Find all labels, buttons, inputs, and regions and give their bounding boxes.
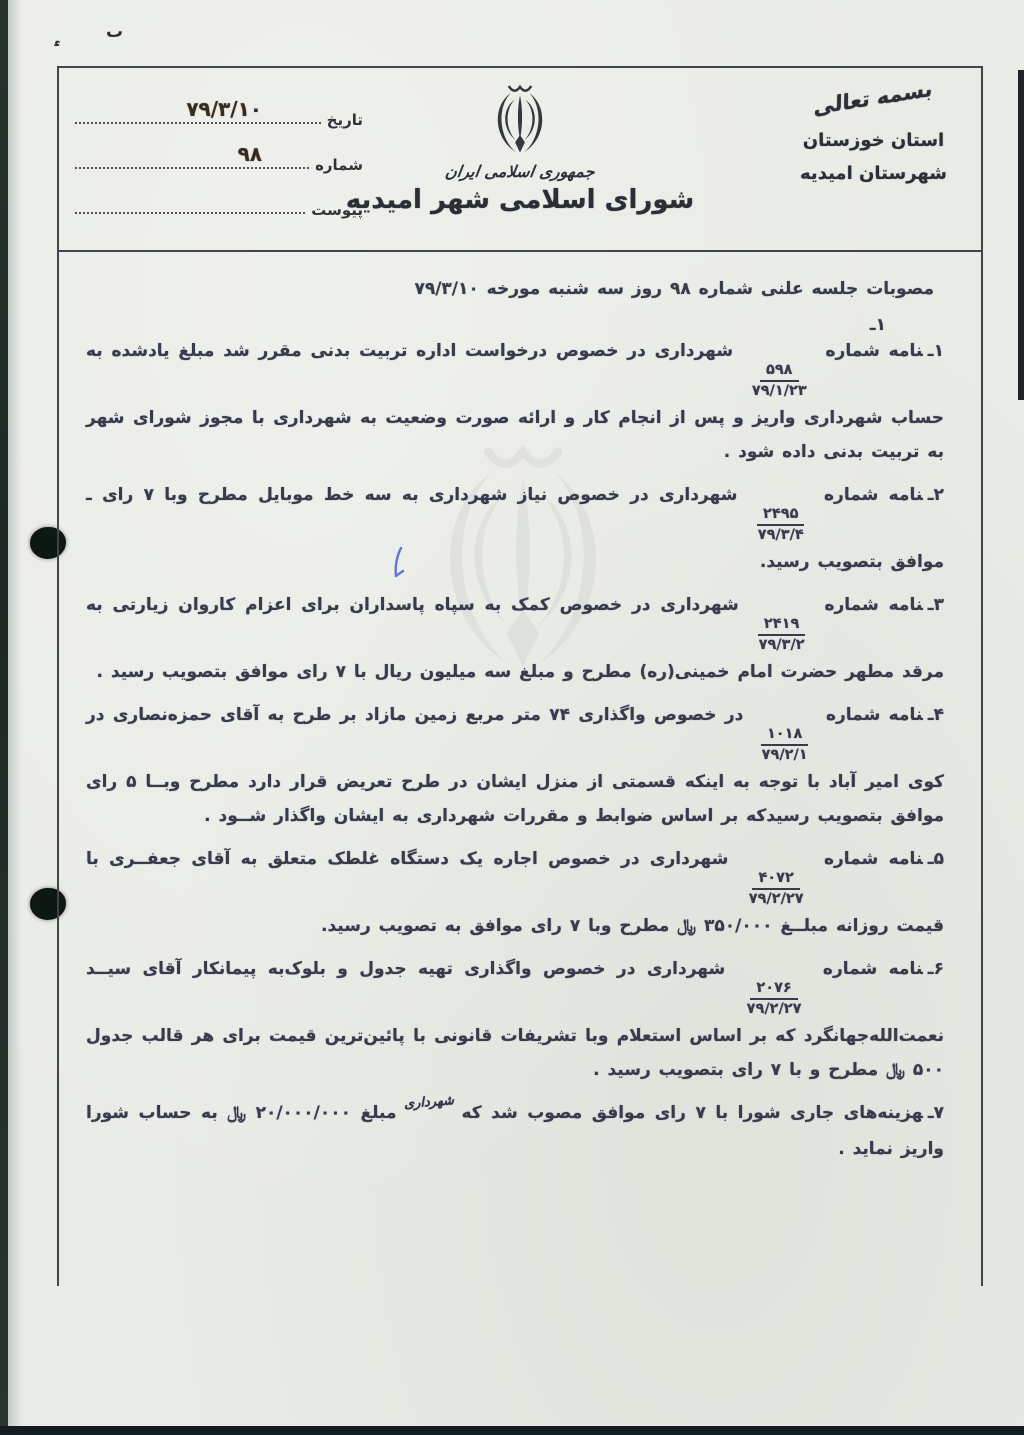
resolution-item: ۴ـنامه شماره $\frac{۱۰۱۸}{۷۹/۲/۱}$ در خصوص واگذاری ۷۴ متر مربع زمین مازاد بر طرح به آقای حمزه‌نصاری در کوی امیر آباد با توجه به اینکه قسمتی از منزل ایشان در طرح تعریض قرار دارد مطرح وبــا ۵ رای موافق بتصویب رسیدکه بر اساس ضوابط و مقررات شهرداری به ایشان واگذار شــود .	[86, 705, 944, 826]
item-number: ۳ـ	[927, 595, 944, 615]
stray-item-number: ۱ـ	[869, 315, 886, 335]
document-body	[86, 272, 944, 1175]
field-label: پیوست	[311, 201, 363, 219]
item-number: ۶ـ	[927, 959, 944, 979]
blue-pen-mark	[388, 546, 410, 580]
organization-title: شورای اسلامی شهر امیدیه	[345, 185, 695, 215]
resolution-item: ۵ـنامه شماره $\frac{۴۰۷۲}{۷۹/۲/۲۷}$ شهرداری در خصوص اجاره یک دستگاه غلطک متعلق به آقای جعفــری با قیمت روزانه مبلــغ ۳۵۰/۰۰۰ ﷼ مطرح وبا ۷ رای موافق به تصویب رسید.	[86, 849, 944, 936]
dotted-leader	[75, 167, 309, 169]
emblem-caption: جمهوری اسلامی ایران	[443, 162, 597, 181]
field-value: ۹۸	[237, 142, 262, 166]
field-label: تاریخ	[326, 111, 363, 129]
letter-number-fraction: $\frac{۲۴۹۵}{۷۹/۳/۴}$	[757, 506, 804, 543]
bismillah-calligraphy: بسمه تعالی	[813, 76, 934, 120]
stray-pen-mark: ٮ	[106, 22, 124, 42]
resolution-item: ۱ـنامه شماره $\frac{۵۹۸}{۷۹/۱/۲۳}$ شهرداری در خصوص درخواست اداره تربیت بدنی مقرر شد مبلغ یادشده به حساب شهرداری واریز و پس از انجام کار و ارائه صورت وضعیت به شهرداری با مجوز شورای شهر به تربیت بدنی داده شود .	[86, 341, 944, 462]
letterhead-right	[786, 76, 961, 190]
item-number: ۲ـ	[927, 485, 944, 505]
session-heading: مصوبات جلسه علنی شماره ۹۸ روز سه شنبه مورخه ۷۹/۳/۱۰	[414, 279, 934, 299]
dotted-leader	[75, 122, 321, 124]
dotted-leader	[75, 212, 305, 214]
letter-number-fraction: $\frac{۴۰۷۲}{۷۹/۲/۲۷}$	[748, 870, 804, 907]
resolution-item: ۲ـنامه شماره $\frac{۲۴۹۵}{۷۹/۳/۴}$ شهرداری در خصوص نیاز شهرداری به سه خط موبایل مطرح وبا ۷ رای ـ موافق بتصویب رسید.	[86, 485, 944, 572]
province-name: استان خوزستان	[802, 130, 945, 151]
stray-pen-mark: ء	[51, 35, 64, 52]
handwritten-insertion: شهرداری	[403, 1093, 455, 1112]
resolution-item: ۶ـنامه شماره $\frac{۲۰۷۶}{۷۹/۲/۲۷}$ شهرداری در خصوص واگذاری تهیه جدول و بلوک‌به پیمانکار آقای سیــد نعمت‌الله‌جهانگرد که بر اساس استعلام وبا تشریفات قانونی با پائین‌ترین قیمت برای هر قالب جدول ۵۰۰ ﷼ مطرح و با ۷ رای بتصویب رسید .	[86, 959, 944, 1080]
scan-edge-shadow	[8, 0, 22, 1435]
county-name: شهرستان امیدیه	[800, 163, 947, 184]
letter-number-fraction: $\frac{۱۰۱۸}{۷۹/۲/۱}$	[761, 726, 808, 763]
item-number: ۱ـ	[927, 341, 944, 361]
scan-edge-bottom	[0, 1426, 1024, 1435]
scan-edge-left	[0, 0, 8, 1435]
letter-number-fraction: $\frac{۵۹۸}{۷۹/۱/۲۳}$	[751, 362, 807, 399]
item-number: ۴ـ	[927, 705, 944, 725]
letter-number-fraction: $\frac{۲۴۱۹}{۷۹/۳/۲}$	[758, 616, 805, 653]
resolution-item: ۳ـنامه شماره $\frac{۲۴۱۹}{۷۹/۳/۲}$ شهرداری در خصوص کمک به سپاه پاسداران برای اعزام کاروان زیارتی به مرقد مطهر حضرت امام خمینی(ره) مطرح و مبلغ سه میلیون ریال با ۷ رای موافق بتصویب رسید .	[86, 595, 944, 682]
resolution-item: ۷ـهزینه‌های جاری شورا با ۷ رای موافق مصوب شد که شهرداری مبلغ ۲۰/۰۰۰/۰۰۰ ﷼ به حساب شورا واریز نماید .	[86, 1096, 944, 1166]
letter-number-fraction: $\frac{۲۰۷۶}{۷۹/۲/۲۷}$	[746, 980, 802, 1017]
header-divider-line	[59, 250, 981, 252]
resolution-list	[86, 334, 944, 1166]
item-number: ۷ـ	[927, 1103, 945, 1123]
iran-emblem-icon	[488, 78, 552, 162]
scan-edge-right	[1018, 70, 1024, 400]
item-number: ۵ـ	[927, 849, 944, 869]
field-value: ۷۹/۳/۱۰	[186, 97, 262, 121]
letterhead-center	[305, 78, 735, 215]
field-label: شماره	[315, 156, 363, 174]
